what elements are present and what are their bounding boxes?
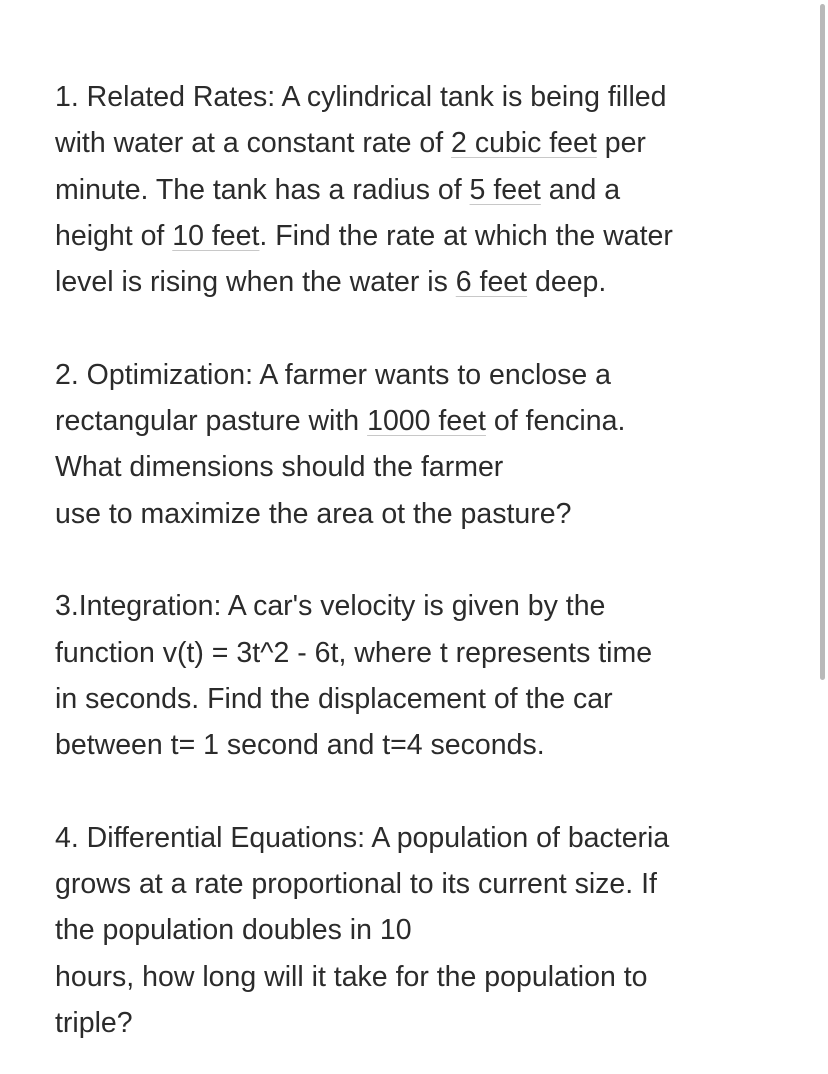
problem-line	[55, 1000, 785, 1046]
problem-line	[55, 907, 785, 953]
text-segment: 2. Optimization: A farmer wants to enclose a	[55, 358, 612, 391]
text-segment: grows at a rate proportional to its current size. If	[55, 868, 657, 901]
scrollbar-thumb[interactable]	[820, 4, 825, 680]
problem-line	[55, 352, 785, 398]
problem-line	[55, 491, 785, 537]
text-segment: between t= 1 second and t=4 seconds.	[55, 729, 545, 762]
text-segment: rectangular pasture with	[55, 405, 368, 438]
text-segment: What dimensions should the farmer	[55, 451, 504, 484]
problem-line	[55, 120, 785, 166]
problem-line	[55, 861, 785, 907]
problem-1	[55, 74, 785, 305]
problem-line	[55, 676, 785, 722]
problem-line	[55, 213, 785, 259]
problem-3	[55, 583, 785, 768]
problem-line	[55, 74, 785, 120]
problem-4	[55, 815, 785, 1046]
text-segment: 1. Related Rates: A cylindrical tank is being filled	[55, 81, 667, 113]
scrollbar-track[interactable]	[819, 0, 828, 1074]
text-segment: 3.Integration: A car's velocity is given by the	[55, 590, 606, 623]
text-segment: in seconds. Find the displacement of the car	[55, 682, 613, 715]
text-segment: and a	[540, 173, 621, 206]
problem-line	[55, 398, 785, 444]
text-segment: of fencina.	[485, 405, 626, 438]
highlighted-quantity: 1000 feet	[367, 405, 486, 438]
text-segment: level is rising when the water is	[55, 266, 456, 299]
text-segment: function v(t) = 3t^2 - 6t, where t represents time	[55, 636, 653, 669]
text-segment: deep.	[527, 266, 607, 299]
problem-line	[55, 815, 785, 861]
text-segment: use to maximize the area ot the pasture?	[55, 497, 572, 530]
problem-2	[55, 352, 785, 537]
text-segment: 4. Differential Equations: A population of bacteria	[55, 821, 670, 854]
highlighted-quantity: 5 feet	[469, 173, 541, 206]
text-segment: per	[596, 127, 646, 160]
text-segment: . Find the rate at which the water	[259, 219, 673, 252]
problem-line	[55, 722, 785, 768]
text-segment: the population doubles in 10	[55, 914, 412, 947]
text-segment: minute. The tank has a radius of	[55, 173, 470, 206]
problem-line	[55, 954, 785, 1000]
text-segment: triple?	[55, 1006, 133, 1039]
problem-line	[55, 167, 785, 213]
problem-line	[55, 630, 785, 676]
highlighted-quantity: 10 feet	[172, 219, 260, 252]
highlighted-quantity: 6 feet	[455, 266, 528, 299]
note-body[interactable]	[55, 74, 785, 1074]
problem-line	[55, 583, 785, 629]
text-segment: hours, how long will it take for the population to	[55, 960, 648, 993]
problem-line	[55, 259, 785, 305]
highlighted-quantity: 2 cubic feet	[451, 127, 597, 160]
problem-line	[55, 444, 785, 490]
text-segment: height of	[55, 219, 173, 252]
text-segment: with water at a constant rate of	[55, 127, 452, 160]
